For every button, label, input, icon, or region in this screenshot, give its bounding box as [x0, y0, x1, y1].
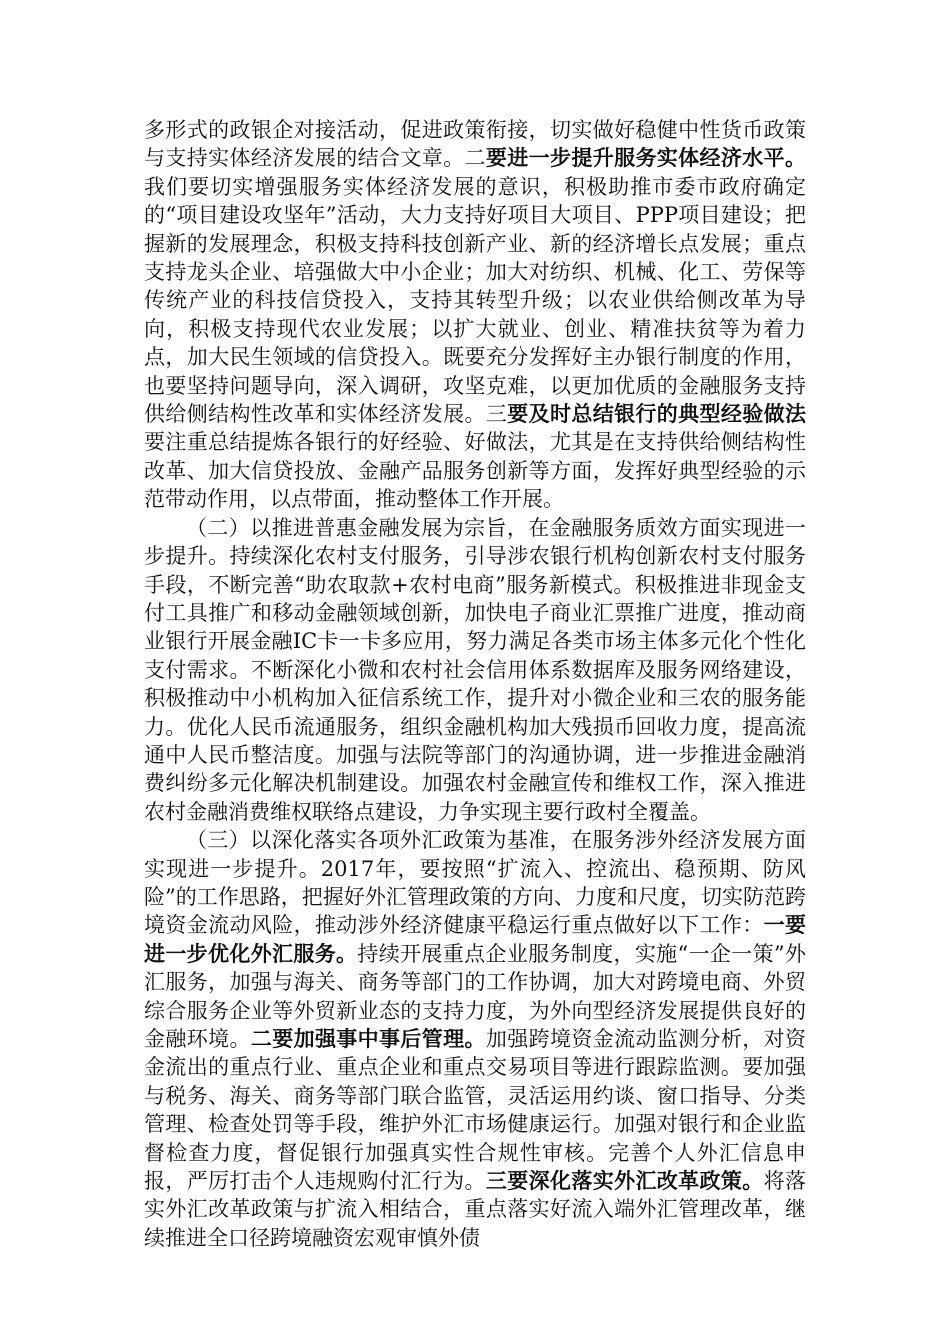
paragraph-1-text-3: 要注重总结提炼各银行的好经验、好做法，尤其是在支持供给侧结构性改革、加大信贷投放、金融产品服务创新等方面，发挥好典型经验的示范带动作用，以点带面，推动整体工作开展。 — [144, 430, 806, 512]
paragraph-3-bold-heading-1: 一要进一步优化外汇服务。 — [144, 913, 807, 966]
document-body — [144, 116, 806, 1252]
paragraph-3-text-4: 将落实外汇改革政策与扩流入相结合，重点落实好流入端外汇管理改革，继续推进全口径跨境融资宏观审慎外债 — [144, 1169, 807, 1250]
paragraph-2 — [144, 514, 806, 826]
paragraph-1 — [144, 116, 806, 514]
paragraph-2-text-1: （二）以推进普惠金融发展为宗旨，在金融服务质效方面实现进一步提升。持续深化农村支付服务，引导涉农银行机构创新农村支付服务手段，不断完善“助农取款+农村电商”服务新模式。积极推进非现金支付工具推广和移动金融领域创新，加快电子商业汇票推广进度，推动商业银行开展金融IC卡一卡多应用，努力满足各类市场主体多元化个性化支付需求。不断深化小微和农村社会信用体系数据库及服务网络建设，积极推动中小机构加入征信系统工作，提升对小微企业和三农的服务能力。优化人民币流通服务，组织金融机构加大残损币回收力度，提高流通中人民币整洁度。加强与法院等部门的沟通协调，进一步推进金融消费纠纷多元化解决机制建设。加强农村金融宣传和维权工作，深入推进农村金融消费维权联络点建设，力争实现主要行政村全覆盖。 — [144, 515, 806, 824]
paragraph-3-bold-heading-2: 二要加强事中事后管理。 — [250, 1027, 486, 1051]
paragraph-3-text-1: （三）以深化落实各项外汇政策为基准，在服务涉外经济发展方面实现进一步提升。2017年，要按照“扩流入、控流出、稳预期、防风险”的工作思路，把握好外汇管理政策的方向、力度和尺度，切实防范跨境资金流动风险，推动涉外经济健康平稳运行重点做好以下工作： — [144, 828, 806, 938]
paragraph-3-text-3: 加强跨境资金流动监测分析，对资金流出的重点行业、重点企业和重点交易项目等进行跟踪监测。要加强与税务、海关、商务等部门联合监管，灵活运用约谈、窗口指导、分类管理、检查处罚等手段，维护外汇市场健康运行。加强对银行和企业监督检查力度，督促银行加强真实性合规性审核。完善个人外汇信息申报，严厉打击个人违规购付汇行为。 — [144, 1027, 807, 1194]
paragraph-3 — [144, 826, 806, 1252]
paragraph-1-text-1: 多形式的政银企对接活动，促进政策衔接，切实做好稳健中性货币政策与支持实体经济发展的结合文章。二 — [144, 118, 806, 171]
paragraph-3-bold-heading-3: 三要深化落实外汇改革政策。 — [485, 1169, 764, 1194]
paragraph-1-bold-heading-1: 要进一步提升服务实体经济水平。 — [485, 146, 807, 171]
paragraph-3-text-2: 持续开展重点企业服务制度，实施“一企一策”外汇服务，加强与海关、商务等部门的工作协调，加大对跨境电商、外贸综合服务企业等外贸新业态的支持力度，为外向型经济发展提供良好的金融环境。 — [144, 941, 806, 1051]
paragraph-1-bold-heading-2: 要及时总结银行的典型经验做法 — [507, 402, 806, 427]
paragraph-1-text-2: 我们要切实增强服务实体经济发展的意识，积极助推市委市政府确定的“项目建设攻坚年”活动，大力支持好项目大项目、PPP项目建设；把握新的发展理念，积极支持科技创新产业、新的经济增长点发展；重点支持龙头企业、培强做大中小企业；加大对纺织、机械、化工、劳保等传统产业的科技信贷投入，支持其转型升级；以农业供给侧改革为导向，积极支持现代农业发展；以扩大就业、创业、精准扶贫等为着力点，加大民生领域的信贷投入。既要充分发挥好主办银行制度的作用，也要坚持问题导向，深入调研，攻坚克难，以更加优质的金融服务支持供给侧结构性改革和实体经济发展。三 — [144, 174, 806, 427]
